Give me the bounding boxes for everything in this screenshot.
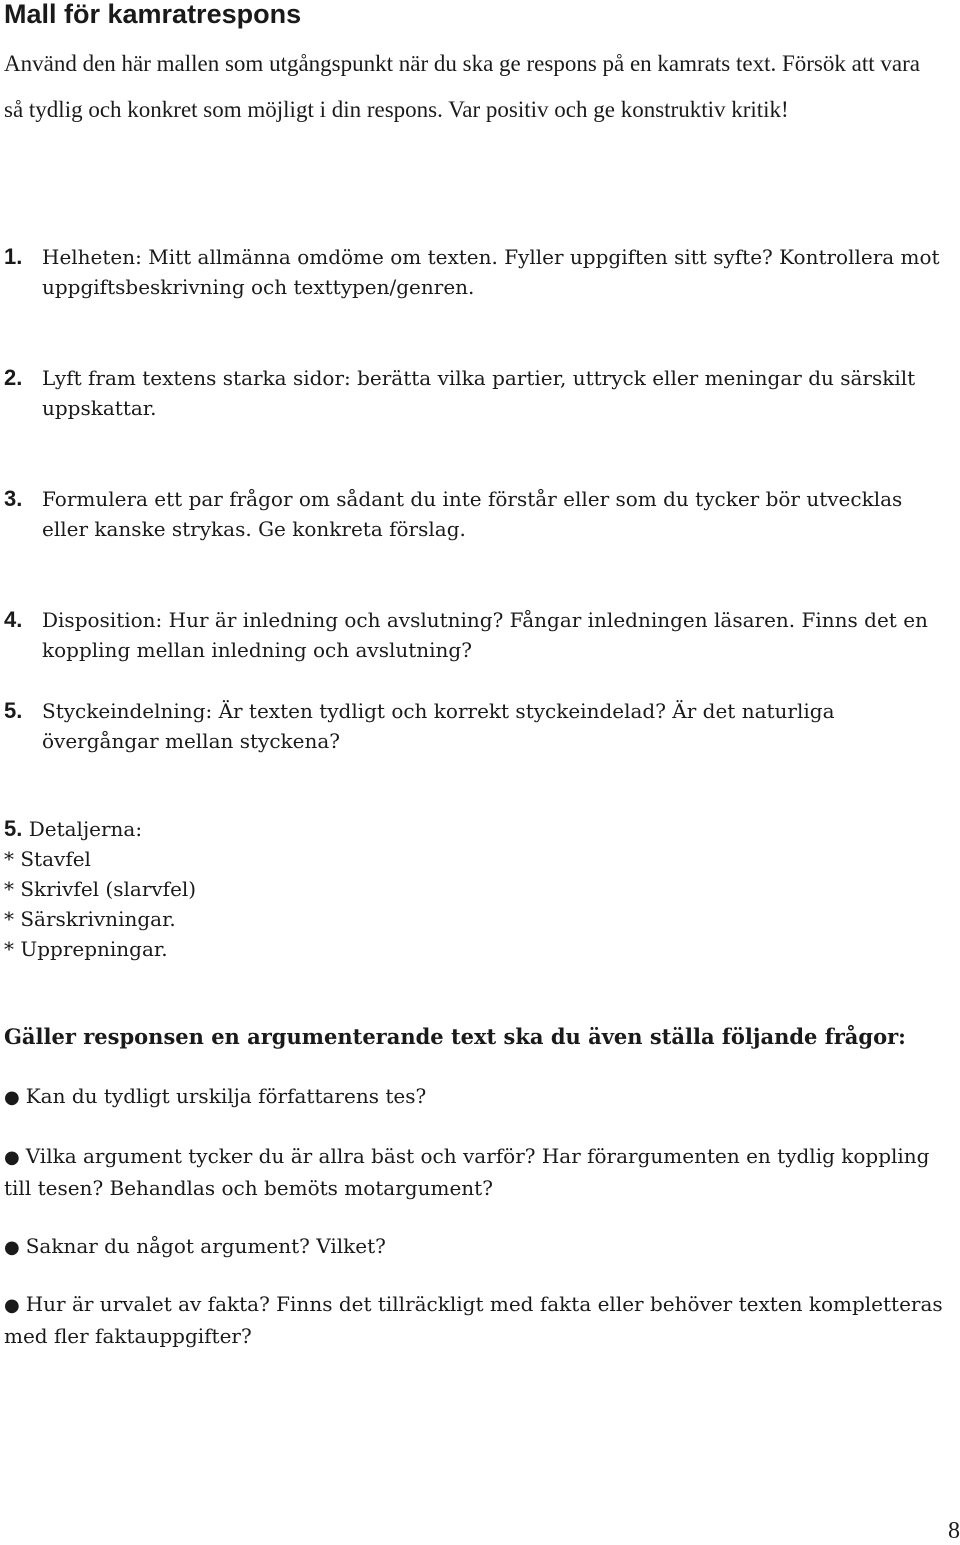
argument-heading: Gäller responsen en argumenterande text ska du även ställa följande frågor: — [4, 1024, 906, 1049]
item-1 — [4, 242, 954, 302]
question-3 — [4, 1231, 944, 1263]
item-number: 1. — [4, 244, 23, 269]
details-list-item: * Skrivfel (slarvfel) — [4, 877, 197, 901]
bullet-icon: ● — [4, 1237, 20, 1258]
details-label: Detaljerna: — [22, 817, 143, 841]
question-text: Vilka argument tycker du är allra bäst och varför? Har förargumenten en tydlig koppling till tesen? Behandlas och bemöts motargument? — [4, 1144, 930, 1200]
details-list-item: * Stavfel — [4, 847, 91, 871]
question-4 — [4, 1289, 944, 1351]
item-text: Lyft fram textens starka sidor: berätta vilka partier, uttryck eller meningar du särskilt uppskattar. — [42, 366, 916, 420]
item-text: Disposition: Hur är inledning och avslutning? Fångar inledningen läsaren. Finns det en koppling mellan inledning och avslutning? — [42, 608, 928, 662]
details-list-item: * Särskrivningar. — [4, 907, 176, 931]
item-number: 4. — [4, 607, 23, 632]
bullet-icon: ● — [4, 1147, 20, 1168]
item-number: 3. — [4, 486, 23, 511]
question-1 — [4, 1081, 944, 1113]
item-4 — [4, 605, 954, 665]
item-text: Styckeindelning: Är texten tydligt och korrekt styckeindelad? Är det naturliga övergångar mellan styckena? — [42, 699, 835, 753]
document-title: Mall för kamratrespons — [4, 0, 302, 29]
item-text: Helheten: Mitt allmänna omdöme om texten. Fyller uppgiften sitt syfte? Kontrollera mot uppgiftsbeskrivning och texttypen/genren. — [42, 245, 940, 299]
question-2 — [4, 1141, 944, 1203]
question-text: Saknar du något argument? Vilket? — [25, 1234, 386, 1258]
item-number: 5. — [4, 698, 23, 723]
details-list — [4, 844, 196, 964]
details-heading — [4, 814, 142, 844]
details-list-item: * Upprepningar. — [4, 937, 168, 961]
bullet-icon: ● — [4, 1295, 20, 1316]
item-number: 2. — [4, 365, 23, 390]
item-3 — [4, 484, 954, 544]
item-2 — [4, 363, 954, 423]
details-number: 5. — [4, 816, 23, 841]
item-text: Formulera ett par frågor om sådant du inte förstår eller som du tycker bör utvecklas eller kanske strykas. Ge konkreta förslag. — [42, 487, 903, 541]
intro-paragraph: Använd den här mallen som utgångspunkt när du ska ge respons på en kamrats text. Försök att vara så tydlig och konkret som möjligt i din respons. Var positiv och ge konstruktiv kritik! — [4, 51, 920, 122]
page-number: 8 — [948, 1518, 960, 1544]
question-text: Kan du tydligt urskilja författarens tes? — [25, 1084, 427, 1108]
bullet-icon: ● — [4, 1087, 20, 1108]
item-5 — [4, 696, 954, 756]
question-text: Hur är urvalet av fakta? Finns det tillräckligt med fakta eller behöver texten kompletteras med fler faktauppgifter? — [4, 1292, 943, 1348]
